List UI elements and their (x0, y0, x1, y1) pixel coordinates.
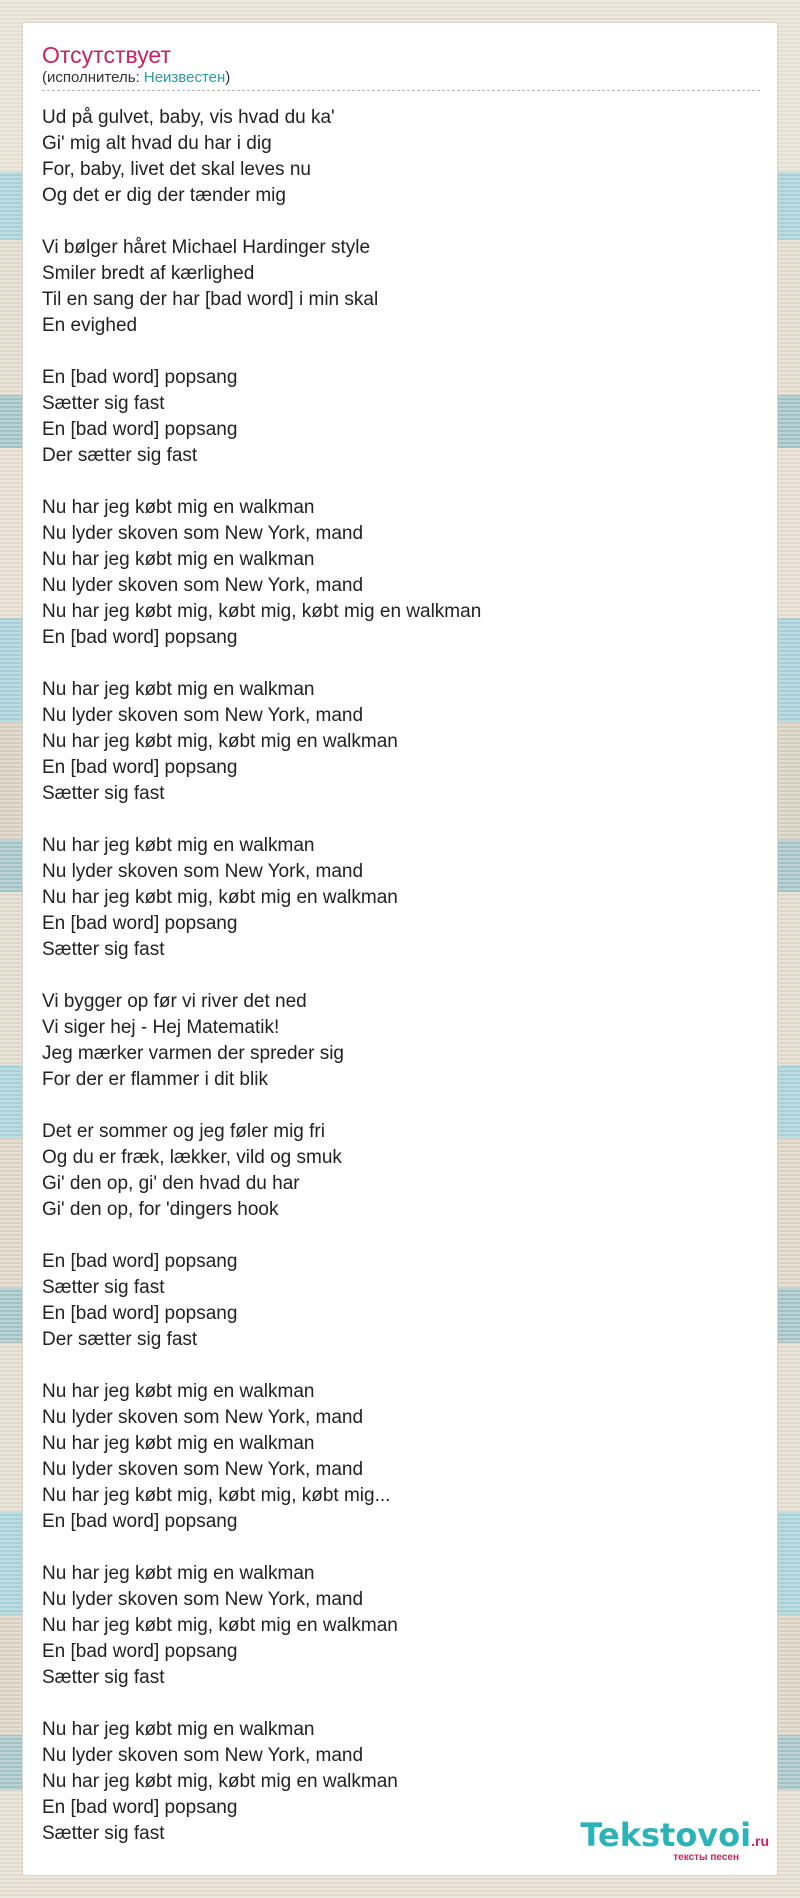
lyrics-line: Nu lyder skoven som New York, mand (42, 1745, 364, 1766)
lyrics-line: Nu har jeg købt mig en walkman (42, 1719, 315, 1740)
lyrics-line: Smiler bredt af kærlighed (42, 263, 255, 284)
lyrics-line: Nu har jeg købt mig en walkman (42, 835, 315, 856)
artist-suffix: ) (225, 69, 231, 86)
lyrics-line: Nu har jeg købt mig en walkman (42, 1381, 315, 1402)
lyrics-line: Nu har jeg købt mig en walkman (42, 679, 315, 700)
logo-subtitle: тексты песен (673, 1852, 739, 1863)
lyrics-line: Gi' mig alt hvad du har i dig (42, 133, 272, 154)
lyrics-line: Nu lyder skoven som New York, mand (42, 1459, 364, 1480)
lyrics-stanza (42, 495, 760, 651)
lyrics-line: Og det er dig der tænder mig (42, 185, 286, 206)
lyrics-line: En [bad word] popsang (42, 627, 238, 648)
lyrics-line: Gi' den op, gi' den hvad du har (42, 1173, 300, 1194)
lyrics-line: Nu lyder skoven som New York, mand (42, 705, 364, 726)
lyrics-line: En [bad word] popsang (42, 1797, 238, 1818)
lyrics-line: En [bad word] popsang (42, 757, 238, 778)
lyrics-stanza (42, 365, 760, 469)
lyrics-line: Sætter sig fast (42, 783, 165, 804)
lyrics-line: Nu har jeg købt mig en walkman (42, 1563, 315, 1584)
lyrics-stanza (42, 1561, 760, 1691)
artist-line (42, 69, 760, 87)
lyrics-line: Nu lyder skoven som New York, mand (42, 861, 364, 882)
lyrics-line: En [bad word] popsang (42, 419, 238, 440)
lyrics-stanza (42, 105, 760, 209)
lyrics-line: Vi bølger håret Michael Hardinger style (42, 237, 371, 258)
lyrics-line: Til en sang der har [bad word] i min skal (42, 289, 379, 310)
lyrics-stanza (42, 1119, 760, 1223)
lyrics-line: Der sætter sig fast (42, 445, 198, 466)
lyrics-line: Nu lyder skoven som New York, mand (42, 1589, 364, 1610)
lyrics-line: Og du er fræk, lækker, vild og smuk (42, 1147, 342, 1168)
lyrics-line: En [bad word] popsang (42, 367, 238, 388)
lyrics-line: En evighed (42, 315, 138, 336)
lyrics-line: For der er flammer i dit blik (42, 1069, 268, 1090)
lyrics-line: Gi' den op, for 'dingers hook (42, 1199, 279, 1220)
lyrics-stanza (42, 833, 760, 963)
lyrics-line: Sætter sig fast (42, 1823, 165, 1844)
lyrics-line: Jeg mærker varmen der spreder sig (42, 1043, 344, 1064)
song-header (42, 41, 760, 91)
lyrics-line: Nu har jeg købt mig en walkman (42, 497, 315, 518)
lyrics-stanza (42, 677, 760, 807)
lyrics-line: En [bad word] popsang (42, 1511, 238, 1532)
lyrics-line: Nu lyder skoven som New York, mand (42, 1407, 364, 1428)
lyrics-line: Nu har jeg købt mig, købt mig en walkman (42, 731, 398, 752)
lyrics-line: Nu har jeg købt mig en walkman (42, 1433, 315, 1454)
lyrics-line: Sætter sig fast (42, 1667, 165, 1688)
lyrics-line: Nu har jeg købt mig, købt mig en walkman (42, 887, 398, 908)
lyrics-line: Sætter sig fast (42, 393, 165, 414)
lyrics-line: En [bad word] popsang (42, 913, 238, 934)
lyrics-stanza (42, 1379, 760, 1535)
lyrics-line: En [bad word] popsang (42, 1303, 238, 1324)
lyrics-line: Sætter sig fast (42, 1277, 165, 1298)
logo-domain-suffix: .ru (751, 1833, 769, 1849)
lyrics-stanza (42, 989, 760, 1093)
lyrics-line: Det er sommer og jeg føler mig fri (42, 1121, 325, 1142)
lyrics-line: Nu har jeg købt mig, købt mig en walkman (42, 1771, 398, 1792)
lyrics-line: Vi siger hej - Hej Matematik! (42, 1017, 280, 1038)
logo-main-text: Tekstovoi (580, 1816, 752, 1854)
lyrics-line: Ud på gulvet, baby, vis hvad du ka' (42, 107, 335, 128)
lyrics-line: Nu har jeg købt mig, købt mig, købt mig en walkman (42, 601, 482, 622)
artist-prefix: (исполнитель: (42, 69, 144, 86)
lyrics-stanza (42, 235, 760, 339)
lyrics-stanza (42, 1249, 760, 1353)
lyrics-line: Vi bygger op før vi river det ned (42, 991, 307, 1012)
lyrics-line: Der sætter sig fast (42, 1329, 198, 1350)
lyrics-text (42, 105, 760, 1873)
artist-link[interactable]: Неизвестен (143, 69, 226, 86)
lyrics-line: En [bad word] popsang (42, 1251, 238, 1272)
site-logo[interactable] (549, 1818, 769, 1863)
lyrics-line: Sætter sig fast (42, 939, 165, 960)
lyrics-line: Nu har jeg købt mig en walkman (42, 549, 315, 570)
lyrics-line: Nu lyder skoven som New York, mand (42, 523, 364, 544)
lyrics-card (22, 22, 778, 1876)
lyrics-line: En [bad word] popsang (42, 1641, 238, 1662)
lyrics-line: Nu har jeg købt mig, købt mig en walkman (42, 1615, 398, 1636)
lyrics-line: Nu har jeg købt mig, købt mig, købt mig... (42, 1485, 391, 1506)
lyrics-line: Nu lyder skoven som New York, mand (42, 575, 364, 596)
lyrics-line: For, baby, livet det skal leves nu (42, 159, 311, 180)
song-title: Отсутствует (42, 42, 171, 68)
